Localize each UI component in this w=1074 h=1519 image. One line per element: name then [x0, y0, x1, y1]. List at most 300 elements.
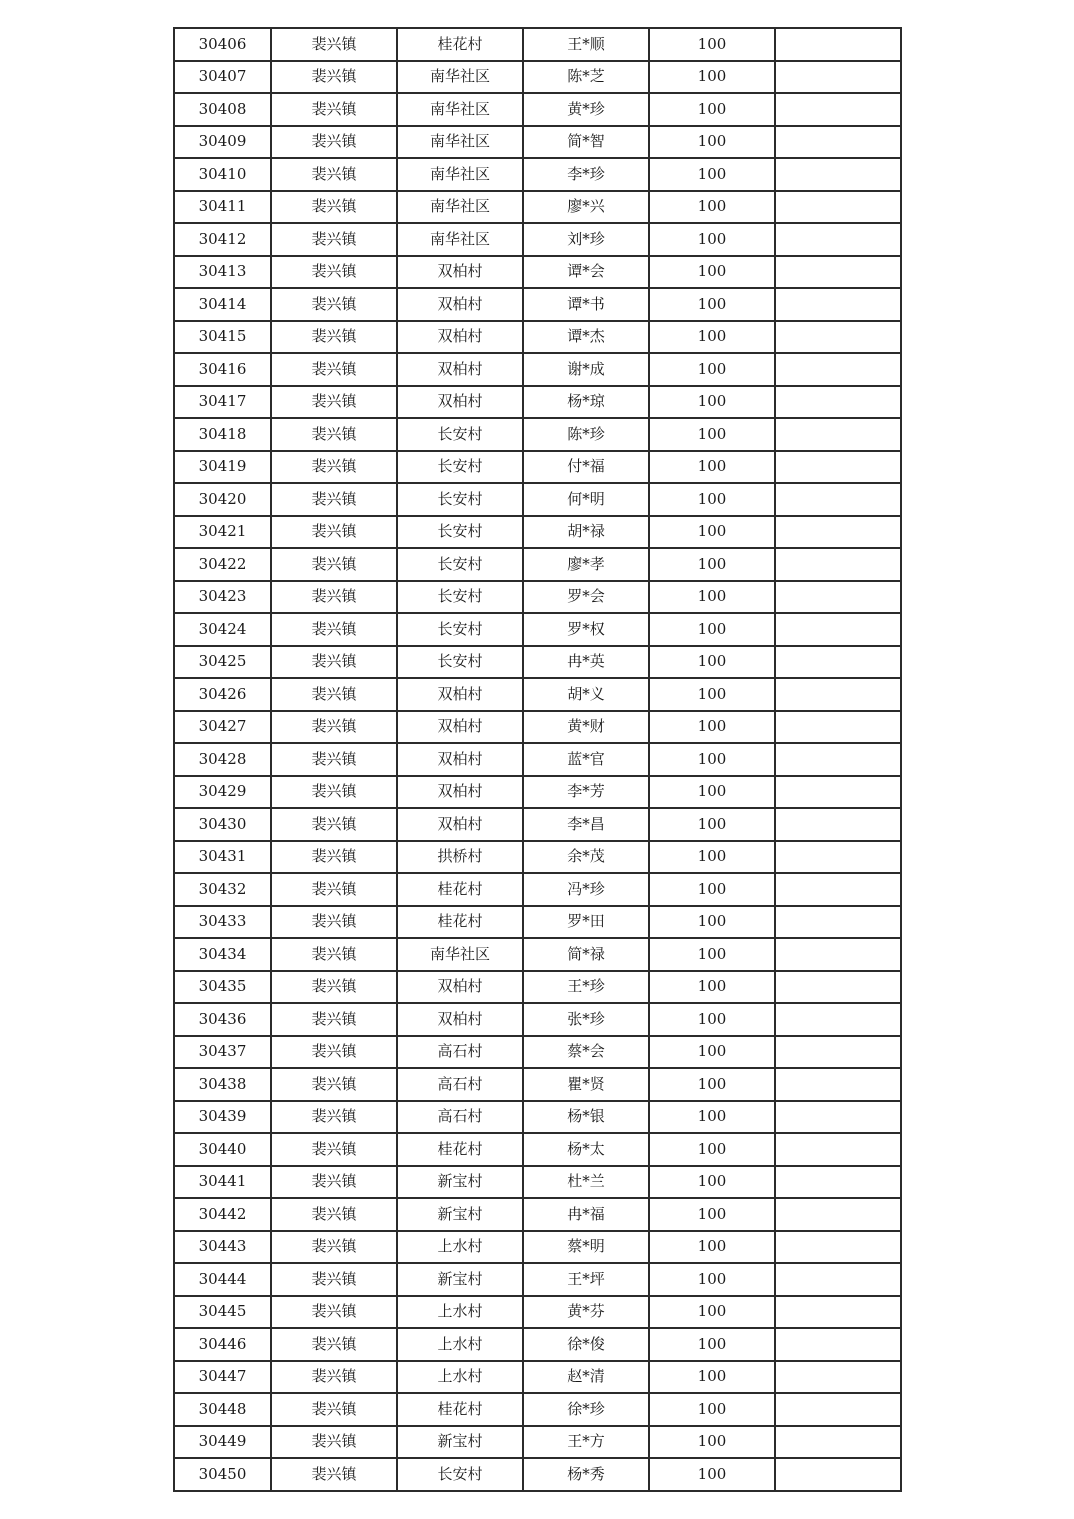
row-amount-cell: 100: [649, 613, 775, 646]
table-row: [174, 93, 901, 126]
row-amount-cell: 100: [649, 288, 775, 321]
row-town-cell: 裴兴镇: [271, 1296, 397, 1329]
row-village-cell: 南华社区: [397, 158, 523, 191]
row-village-cell: 双柏村: [397, 776, 523, 809]
row-amount-cell: 100: [649, 1458, 775, 1491]
row-id-cell: 30409: [174, 126, 271, 159]
row-name-cell: 廖*孝: [523, 548, 649, 581]
table-row: [174, 418, 901, 451]
row-note-cell: [775, 191, 901, 224]
table-row: [174, 516, 901, 549]
row-name-cell: 徐*俊: [523, 1328, 649, 1361]
row-village-cell: 高石村: [397, 1068, 523, 1101]
table-row: [174, 451, 901, 484]
row-village-cell: 双柏村: [397, 711, 523, 744]
table-row: [174, 1003, 901, 1036]
row-amount-cell: 100: [649, 873, 775, 906]
row-town-cell: 裴兴镇: [271, 321, 397, 354]
row-village-cell: 南华社区: [397, 191, 523, 224]
row-town-cell: 裴兴镇: [271, 353, 397, 386]
row-amount-cell: 100: [649, 1068, 775, 1101]
row-town-cell: 裴兴镇: [271, 28, 397, 61]
row-town-cell: 裴兴镇: [271, 1393, 397, 1426]
row-note-cell: [775, 711, 901, 744]
table-row: [174, 1393, 901, 1426]
row-name-cell: 罗*会: [523, 581, 649, 614]
table-row: [174, 1198, 901, 1231]
row-village-cell: 双柏村: [397, 353, 523, 386]
row-village-cell: 双柏村: [397, 971, 523, 1004]
table-row: [174, 678, 901, 711]
row-note-cell: [775, 483, 901, 516]
row-id-cell: 30437: [174, 1036, 271, 1069]
row-town-cell: 裴兴镇: [271, 1263, 397, 1296]
row-amount-cell: 100: [649, 451, 775, 484]
table-row: [174, 158, 901, 191]
row-name-cell: 黄*珍: [523, 93, 649, 126]
row-name-cell: 廖*兴: [523, 191, 649, 224]
row-name-cell: 陈*芝: [523, 61, 649, 94]
row-note-cell: [775, 386, 901, 419]
row-village-cell: 拱桥村: [397, 841, 523, 874]
row-id-cell: 30430: [174, 808, 271, 841]
row-town-cell: 裴兴镇: [271, 158, 397, 191]
row-id-cell: 30449: [174, 1426, 271, 1459]
row-village-cell: 双柏村: [397, 321, 523, 354]
row-village-cell: 双柏村: [397, 1003, 523, 1036]
row-id-cell: 30412: [174, 223, 271, 256]
row-town-cell: 裴兴镇: [271, 483, 397, 516]
row-village-cell: 桂花村: [397, 1133, 523, 1166]
row-town-cell: 裴兴镇: [271, 223, 397, 256]
row-town-cell: 裴兴镇: [271, 906, 397, 939]
row-town-cell: 裴兴镇: [271, 841, 397, 874]
row-name-cell: 冯*珍: [523, 873, 649, 906]
row-id-cell: 30407: [174, 61, 271, 94]
table-row: [174, 776, 901, 809]
row-id-cell: 30427: [174, 711, 271, 744]
row-name-cell: 罗*权: [523, 613, 649, 646]
table-row: [174, 646, 901, 679]
row-town-cell: 裴兴镇: [271, 873, 397, 906]
row-amount-cell: 100: [649, 386, 775, 419]
table-row: [174, 1036, 901, 1069]
row-name-cell: 李*昌: [523, 808, 649, 841]
row-amount-cell: 100: [649, 808, 775, 841]
row-note-cell: [775, 808, 901, 841]
row-town-cell: 裴兴镇: [271, 1198, 397, 1231]
row-name-cell: 简*禄: [523, 938, 649, 971]
row-id-cell: 30425: [174, 646, 271, 679]
row-name-cell: 赵*清: [523, 1361, 649, 1394]
table-row: [174, 743, 901, 776]
table-row: [174, 1133, 901, 1166]
row-village-cell: 长安村: [397, 646, 523, 679]
row-id-cell: 30419: [174, 451, 271, 484]
table-row: [174, 256, 901, 289]
row-amount-cell: 100: [649, 581, 775, 614]
row-note-cell: [775, 1166, 901, 1199]
row-village-cell: 长安村: [397, 516, 523, 549]
row-name-cell: 黄*芬: [523, 1296, 649, 1329]
row-village-cell: 高石村: [397, 1101, 523, 1134]
row-amount-cell: 100: [649, 191, 775, 224]
row-name-cell: 陈*珍: [523, 418, 649, 451]
row-id-cell: 30418: [174, 418, 271, 451]
row-id-cell: 30410: [174, 158, 271, 191]
row-note-cell: [775, 581, 901, 614]
row-village-cell: 桂花村: [397, 873, 523, 906]
table-row: [174, 808, 901, 841]
row-id-cell: 30448: [174, 1393, 271, 1426]
row-amount-cell: 100: [649, 743, 775, 776]
row-name-cell: 杨*太: [523, 1133, 649, 1166]
row-name-cell: 付*福: [523, 451, 649, 484]
row-id-cell: 30431: [174, 841, 271, 874]
row-name-cell: 冉*福: [523, 1198, 649, 1231]
row-town-cell: 裴兴镇: [271, 776, 397, 809]
row-village-cell: 长安村: [397, 613, 523, 646]
row-note-cell: [775, 1361, 901, 1394]
table-row: [174, 191, 901, 224]
row-name-cell: 王*珍: [523, 971, 649, 1004]
row-note-cell: [775, 971, 901, 1004]
row-village-cell: 双柏村: [397, 678, 523, 711]
row-name-cell: 杨*秀: [523, 1458, 649, 1491]
row-note-cell: [775, 613, 901, 646]
row-note-cell: [775, 678, 901, 711]
row-id-cell: 30434: [174, 938, 271, 971]
row-note-cell: [775, 873, 901, 906]
row-name-cell: 余*茂: [523, 841, 649, 874]
table-row: [174, 28, 901, 61]
row-name-cell: 刘*珍: [523, 223, 649, 256]
row-note-cell: [775, 288, 901, 321]
row-town-cell: 裴兴镇: [271, 1328, 397, 1361]
row-town-cell: 裴兴镇: [271, 191, 397, 224]
row-amount-cell: 100: [649, 971, 775, 1004]
row-village-cell: 南华社区: [397, 126, 523, 159]
row-name-cell: 徐*珍: [523, 1393, 649, 1426]
table-row: [174, 841, 901, 874]
row-note-cell: [775, 256, 901, 289]
row-note-cell: [775, 646, 901, 679]
row-town-cell: 裴兴镇: [271, 1231, 397, 1264]
row-name-cell: 王*坪: [523, 1263, 649, 1296]
row-amount-cell: 100: [649, 158, 775, 191]
row-village-cell: 上水村: [397, 1328, 523, 1361]
row-note-cell: [775, 516, 901, 549]
row-id-cell: 30428: [174, 743, 271, 776]
row-town-cell: 裴兴镇: [271, 1458, 397, 1491]
row-note-cell: [775, 321, 901, 354]
row-amount-cell: 100: [649, 1133, 775, 1166]
row-note-cell: [775, 1101, 901, 1134]
row-note-cell: [775, 1231, 901, 1264]
row-name-cell: 黄*财: [523, 711, 649, 744]
row-town-cell: 裴兴镇: [271, 93, 397, 126]
row-name-cell: 何*明: [523, 483, 649, 516]
row-village-cell: 上水村: [397, 1231, 523, 1264]
row-village-cell: 双柏村: [397, 256, 523, 289]
row-town-cell: 裴兴镇: [271, 613, 397, 646]
row-id-cell: 30417: [174, 386, 271, 419]
row-town-cell: 裴兴镇: [271, 581, 397, 614]
row-village-cell: 长安村: [397, 418, 523, 451]
row-id-cell: 30421: [174, 516, 271, 549]
row-village-cell: 南华社区: [397, 938, 523, 971]
row-id-cell: 30408: [174, 93, 271, 126]
row-village-cell: 新宝村: [397, 1166, 523, 1199]
row-amount-cell: 100: [649, 93, 775, 126]
row-note-cell: [775, 548, 901, 581]
row-name-cell: 瞿*贤: [523, 1068, 649, 1101]
row-id-cell: 30441: [174, 1166, 271, 1199]
row-amount-cell: 100: [649, 126, 775, 159]
row-name-cell: 罗*田: [523, 906, 649, 939]
row-id-cell: 30424: [174, 613, 271, 646]
row-name-cell: 张*珍: [523, 1003, 649, 1036]
row-town-cell: 裴兴镇: [271, 1166, 397, 1199]
table-row: [174, 321, 901, 354]
row-id-cell: 30440: [174, 1133, 271, 1166]
table-row: [174, 711, 901, 744]
row-id-cell: 30422: [174, 548, 271, 581]
row-town-cell: 裴兴镇: [271, 548, 397, 581]
row-note-cell: [775, 1068, 901, 1101]
row-name-cell: 杨*琼: [523, 386, 649, 419]
row-town-cell: 裴兴镇: [271, 1101, 397, 1134]
row-village-cell: 双柏村: [397, 288, 523, 321]
row-town-cell: 裴兴镇: [271, 743, 397, 776]
row-town-cell: 裴兴镇: [271, 1068, 397, 1101]
row-town-cell: 裴兴镇: [271, 288, 397, 321]
row-town-cell: 裴兴镇: [271, 418, 397, 451]
row-town-cell: 裴兴镇: [271, 1426, 397, 1459]
row-name-cell: 杨*银: [523, 1101, 649, 1134]
row-note-cell: [775, 938, 901, 971]
row-name-cell: 李*珍: [523, 158, 649, 191]
table-row: [174, 1101, 901, 1134]
row-amount-cell: 100: [649, 1393, 775, 1426]
row-village-cell: 新宝村: [397, 1263, 523, 1296]
row-note-cell: [775, 126, 901, 159]
row-id-cell: 30432: [174, 873, 271, 906]
row-id-cell: 30414: [174, 288, 271, 321]
table-row: [174, 1166, 901, 1199]
table-row: [174, 873, 901, 906]
row-village-cell: 新宝村: [397, 1426, 523, 1459]
row-town-cell: 裴兴镇: [271, 971, 397, 1004]
row-note-cell: [775, 743, 901, 776]
row-village-cell: 双柏村: [397, 386, 523, 419]
row-id-cell: 30433: [174, 906, 271, 939]
row-village-cell: 长安村: [397, 548, 523, 581]
row-id-cell: 30450: [174, 1458, 271, 1491]
row-amount-cell: 100: [649, 678, 775, 711]
row-town-cell: 裴兴镇: [271, 516, 397, 549]
row-amount-cell: 100: [649, 61, 775, 94]
row-name-cell: 王*顺: [523, 28, 649, 61]
row-name-cell: 冉*英: [523, 646, 649, 679]
row-town-cell: 裴兴镇: [271, 678, 397, 711]
row-note-cell: [775, 776, 901, 809]
row-town-cell: 裴兴镇: [271, 61, 397, 94]
row-amount-cell: 100: [649, 776, 775, 809]
row-name-cell: 胡*禄: [523, 516, 649, 549]
row-amount-cell: 100: [649, 223, 775, 256]
row-town-cell: 裴兴镇: [271, 451, 397, 484]
table-row: [174, 548, 901, 581]
row-name-cell: 胡*义: [523, 678, 649, 711]
row-village-cell: 长安村: [397, 451, 523, 484]
row-village-cell: 南华社区: [397, 93, 523, 126]
table-row: [174, 1328, 901, 1361]
row-amount-cell: 100: [649, 1198, 775, 1231]
row-amount-cell: 100: [649, 1166, 775, 1199]
row-id-cell: 30423: [174, 581, 271, 614]
row-id-cell: 30413: [174, 256, 271, 289]
row-note-cell: [775, 223, 901, 256]
row-name-cell: 李*芳: [523, 776, 649, 809]
table-row: [174, 1068, 901, 1101]
row-village-cell: 长安村: [397, 581, 523, 614]
row-amount-cell: 100: [649, 1263, 775, 1296]
row-amount-cell: 100: [649, 841, 775, 874]
row-name-cell: 谭*会: [523, 256, 649, 289]
table-row: [174, 61, 901, 94]
row-amount-cell: 100: [649, 1296, 775, 1329]
row-town-cell: 裴兴镇: [271, 938, 397, 971]
table-row: [174, 1231, 901, 1264]
row-town-cell: 裴兴镇: [271, 1036, 397, 1069]
row-village-cell: 上水村: [397, 1361, 523, 1394]
row-village-cell: 南华社区: [397, 223, 523, 256]
row-id-cell: 30447: [174, 1361, 271, 1394]
row-id-cell: 30445: [174, 1296, 271, 1329]
row-name-cell: 蓝*官: [523, 743, 649, 776]
row-id-cell: 30426: [174, 678, 271, 711]
row-amount-cell: 100: [649, 548, 775, 581]
row-id-cell: 30415: [174, 321, 271, 354]
row-amount-cell: 100: [649, 711, 775, 744]
table-row: [174, 1458, 901, 1491]
roster-table: [173, 27, 902, 1492]
row-note-cell: [775, 841, 901, 874]
row-note-cell: [775, 93, 901, 126]
row-id-cell: 30416: [174, 353, 271, 386]
row-id-cell: 30435: [174, 971, 271, 1004]
row-town-cell: 裴兴镇: [271, 808, 397, 841]
table-row: [174, 1426, 901, 1459]
row-note-cell: [775, 1328, 901, 1361]
row-amount-cell: 100: [649, 418, 775, 451]
row-note-cell: [775, 1003, 901, 1036]
row-amount-cell: 100: [649, 353, 775, 386]
table-row: [174, 613, 901, 646]
row-note-cell: [775, 353, 901, 386]
row-note-cell: [775, 1393, 901, 1426]
row-amount-cell: 100: [649, 1101, 775, 1134]
row-amount-cell: 100: [649, 1361, 775, 1394]
row-village-cell: 双柏村: [397, 743, 523, 776]
table-row: [174, 483, 901, 516]
row-note-cell: [775, 1426, 901, 1459]
row-amount-cell: 100: [649, 321, 775, 354]
table-row: [174, 1263, 901, 1296]
row-village-cell: 新宝村: [397, 1198, 523, 1231]
row-amount-cell: 100: [649, 1426, 775, 1459]
row-note-cell: [775, 1296, 901, 1329]
row-note-cell: [775, 1036, 901, 1069]
row-amount-cell: 100: [649, 516, 775, 549]
roster-table-body: [174, 28, 901, 1491]
row-town-cell: 裴兴镇: [271, 386, 397, 419]
table-row: [174, 938, 901, 971]
row-village-cell: 南华社区: [397, 61, 523, 94]
row-id-cell: 30446: [174, 1328, 271, 1361]
row-village-cell: 长安村: [397, 483, 523, 516]
row-id-cell: 30444: [174, 1263, 271, 1296]
row-village-cell: 桂花村: [397, 1393, 523, 1426]
row-amount-cell: 100: [649, 28, 775, 61]
table-row: [174, 288, 901, 321]
row-amount-cell: 100: [649, 1231, 775, 1264]
row-id-cell: 30411: [174, 191, 271, 224]
row-amount-cell: 100: [649, 1036, 775, 1069]
row-town-cell: 裴兴镇: [271, 1361, 397, 1394]
table-row: [174, 1361, 901, 1394]
row-name-cell: 王*方: [523, 1426, 649, 1459]
row-note-cell: [775, 418, 901, 451]
row-village-cell: 桂花村: [397, 28, 523, 61]
table-row: [174, 386, 901, 419]
row-name-cell: 谭*杰: [523, 321, 649, 354]
row-amount-cell: 100: [649, 938, 775, 971]
row-amount-cell: 100: [649, 256, 775, 289]
row-name-cell: 蔡*会: [523, 1036, 649, 1069]
row-name-cell: 蔡*明: [523, 1231, 649, 1264]
row-village-cell: 上水村: [397, 1296, 523, 1329]
row-note-cell: [775, 28, 901, 61]
table-row: [174, 223, 901, 256]
row-id-cell: 30420: [174, 483, 271, 516]
row-id-cell: 30436: [174, 1003, 271, 1036]
row-id-cell: 30406: [174, 28, 271, 61]
row-village-cell: 双柏村: [397, 808, 523, 841]
row-note-cell: [775, 1458, 901, 1491]
row-note-cell: [775, 1133, 901, 1166]
row-id-cell: 30429: [174, 776, 271, 809]
table-row: [174, 581, 901, 614]
row-id-cell: 30438: [174, 1068, 271, 1101]
row-name-cell: 谭*书: [523, 288, 649, 321]
row-amount-cell: 100: [649, 906, 775, 939]
row-town-cell: 裴兴镇: [271, 126, 397, 159]
table-row: [174, 906, 901, 939]
row-note-cell: [775, 1198, 901, 1231]
row-name-cell: 简*智: [523, 126, 649, 159]
row-id-cell: 30439: [174, 1101, 271, 1134]
row-amount-cell: 100: [649, 1003, 775, 1036]
row-village-cell: 高石村: [397, 1036, 523, 1069]
row-note-cell: [775, 158, 901, 191]
row-town-cell: 裴兴镇: [271, 1133, 397, 1166]
row-town-cell: 裴兴镇: [271, 711, 397, 744]
row-amount-cell: 100: [649, 483, 775, 516]
row-village-cell: 长安村: [397, 1458, 523, 1491]
row-amount-cell: 100: [649, 1328, 775, 1361]
